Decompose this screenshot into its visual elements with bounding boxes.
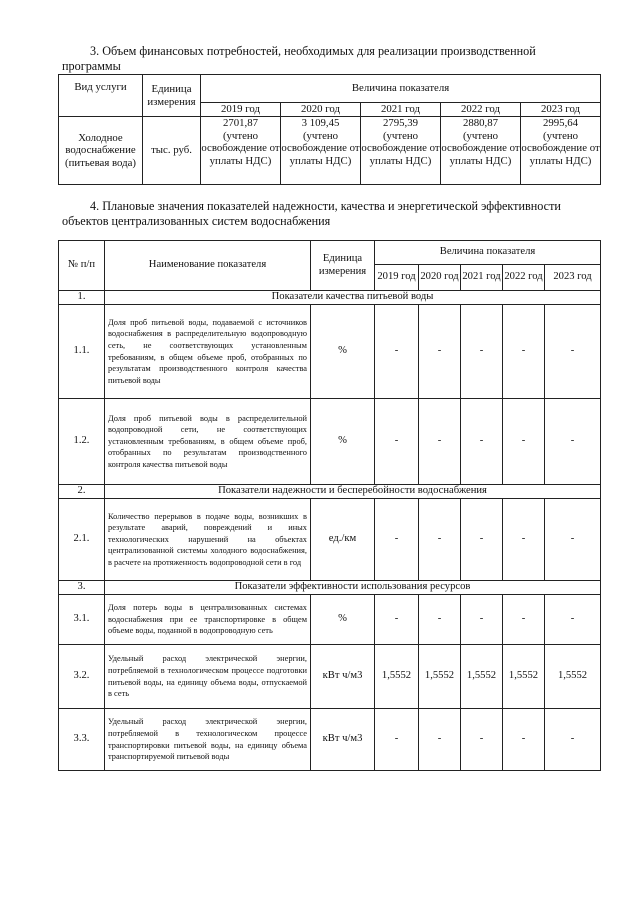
section-4-heading-line1: 4. Плановые значения показателей надежности, качества и энергетической эффективности (90, 199, 561, 213)
indicator-value: - (503, 709, 545, 771)
indicator-unit: % (311, 305, 375, 399)
year-header: 2020 год (419, 265, 461, 291)
indicator-value: 1,5552 (419, 645, 461, 709)
year-header: 2022 год (441, 103, 521, 117)
row-number: 3.1. (59, 595, 105, 645)
indicator-row (59, 709, 601, 771)
indicator-value: - (461, 305, 503, 399)
indicator-row (59, 305, 601, 399)
year-header: 2019 год (201, 103, 281, 117)
row-number: 1.2. (59, 399, 105, 485)
year-value-cell (281, 117, 361, 185)
indicator-value: - (503, 305, 545, 399)
indicators-table (58, 240, 601, 771)
indicator-value: - (461, 709, 503, 771)
row-number: 3.2. (59, 645, 105, 709)
indicator-name: Количество перерывов в подаче воды, возникших в результате аварий, повреждений и иных технологических нарушений на объектах централизованной системы холодного водоснабжения, в расчете на протяженность водопроводной сети в год (105, 499, 311, 581)
indicator-unit: кВт ч/м3 (311, 645, 375, 709)
section-3-heading (62, 44, 598, 74)
indicator-value: - (545, 305, 601, 399)
year-value-cell (521, 117, 601, 185)
indicator-value: - (375, 595, 419, 645)
year-value-cell (201, 117, 281, 185)
header-service: Вид услуги (59, 75, 143, 117)
indicator-row (59, 399, 601, 485)
service-name: Холодное водоснабжение (питьевая вода) (59, 117, 143, 185)
indicator-value: - (503, 595, 545, 645)
row-number: 3.3. (59, 709, 105, 771)
indicator-value: - (545, 399, 601, 485)
vat-note: (учтено освобождение от уплаты НДС) (281, 129, 360, 167)
indicator-value: - (375, 499, 419, 581)
indicator-value: - (419, 595, 461, 645)
year-header: 2019 год (375, 265, 419, 291)
indicator-value: - (375, 305, 419, 399)
amount: 2795,39 (382, 117, 419, 129)
year-header: 2023 год (545, 265, 601, 291)
amount: 2701,87 (222, 117, 259, 129)
indicator-unit: % (311, 595, 375, 645)
year-value-cell (441, 117, 521, 185)
row-number: 2. (59, 485, 105, 499)
section-row (59, 291, 601, 305)
amount: 2995,64 (542, 117, 579, 129)
amount: 3 109,45 (301, 117, 340, 129)
indicator-value: - (503, 399, 545, 485)
row-number: 2.1. (59, 499, 105, 581)
indicator-unit: % (311, 399, 375, 485)
year-header: 2022 год (503, 265, 545, 291)
indicator-unit: ед./км (311, 499, 375, 581)
indicator-value: - (545, 595, 601, 645)
indicator-name: Удельный расход электрической энергии, потребляемой в технологическом процессе транспортировки питьевой воды, на единицу объема транспортируемой питьевой воды (105, 709, 311, 771)
year-value-cell (361, 117, 441, 185)
indicator-value: 1,5552 (545, 645, 601, 709)
header-value: Величина показателя (201, 75, 601, 103)
vat-note: (учтено освобождение от уплаты НДС) (361, 129, 440, 167)
section-row (59, 581, 601, 595)
row-number: 1. (59, 291, 105, 305)
indicator-unit: кВт ч/м3 (311, 709, 375, 771)
indicator-value: - (419, 305, 461, 399)
indicator-value: - (503, 499, 545, 581)
header-name: Наименование показателя (105, 241, 311, 291)
vat-note: (учтено освобождение от уплаты НДС) (441, 129, 520, 167)
indicator-value: - (419, 709, 461, 771)
indicator-value: - (545, 499, 601, 581)
indicator-name: Доля потерь воды в централизованных системах водоснабжения при ее транспортировке в общем объеме воды, поданной в водопроводную сеть (105, 595, 311, 645)
section-row (59, 485, 601, 499)
section-4-heading-line2: объектов централизованных систем водоснабжения (62, 214, 331, 228)
section-3-heading-line1: 3. Объем финансовых потребностей, необходимых для реализации производственной (90, 44, 536, 58)
header-value: Величина показателя (375, 241, 601, 265)
indicator-value: - (419, 399, 461, 485)
section-title: Показатели эффективности использования ресурсов (105, 581, 601, 595)
vat-note: (учтено освобождение от уплаты НДС) (201, 129, 280, 167)
indicator-value: 1,5552 (375, 645, 419, 709)
year-header: 2021 год (361, 103, 441, 117)
indicator-value: - (461, 595, 503, 645)
indicator-row (59, 595, 601, 645)
section-title: Показатели надежности и бесперебойности водоснабжения (105, 485, 601, 499)
indicator-row (59, 499, 601, 581)
indicator-value: 1,5552 (503, 645, 545, 709)
indicator-name: Удельный расход электрической энергии, потребляемой в технологическом процессе подготовки питьевой воды, на единицу объема воды, отпускаемой в сеть (105, 645, 311, 709)
section-4-heading (62, 199, 598, 229)
row-number: 1.1. (59, 305, 105, 399)
vat-note: (учтено освобождение от уплаты НДС) (521, 129, 600, 167)
service-unit: тыс. руб. (143, 117, 201, 185)
year-header: 2020 год (281, 103, 361, 117)
indicator-value: - (545, 709, 601, 771)
year-header: 2023 год (521, 103, 601, 117)
indicator-value: 1,5552 (461, 645, 503, 709)
section-title: Показатели качества питьевой воды (105, 291, 601, 305)
header-unit: Единица измерения (311, 241, 375, 291)
indicator-name: Доля проб питьевой воды в распределительной водопроводной сети, не соответствующих установленным требованиям, в общем объеме проб, отобранных по результатам производственного контроля качества питьевой воды (105, 399, 311, 485)
indicator-value: - (375, 399, 419, 485)
indicator-value: - (461, 499, 503, 581)
amount: 2880,87 (462, 117, 499, 129)
indicator-value: - (375, 709, 419, 771)
section-3-heading-line2: программы (62, 59, 121, 73)
indicator-name: Доля проб питьевой воды, подаваемой с источников водоснабжения в распределительную водопроводную сеть, не соответствующих установленным требованиям, в общем объеме проб, отобранных по результатам производственного контроля качества питьевой воды (105, 305, 311, 399)
indicator-value: - (461, 399, 503, 485)
year-header: 2021 год (461, 265, 503, 291)
financial-needs-table (58, 74, 601, 185)
header-num: № п/п (59, 241, 105, 291)
row-number: 3. (59, 581, 105, 595)
indicator-row (59, 645, 601, 709)
header-unit: Единица измерения (143, 75, 201, 117)
indicator-value: - (419, 499, 461, 581)
